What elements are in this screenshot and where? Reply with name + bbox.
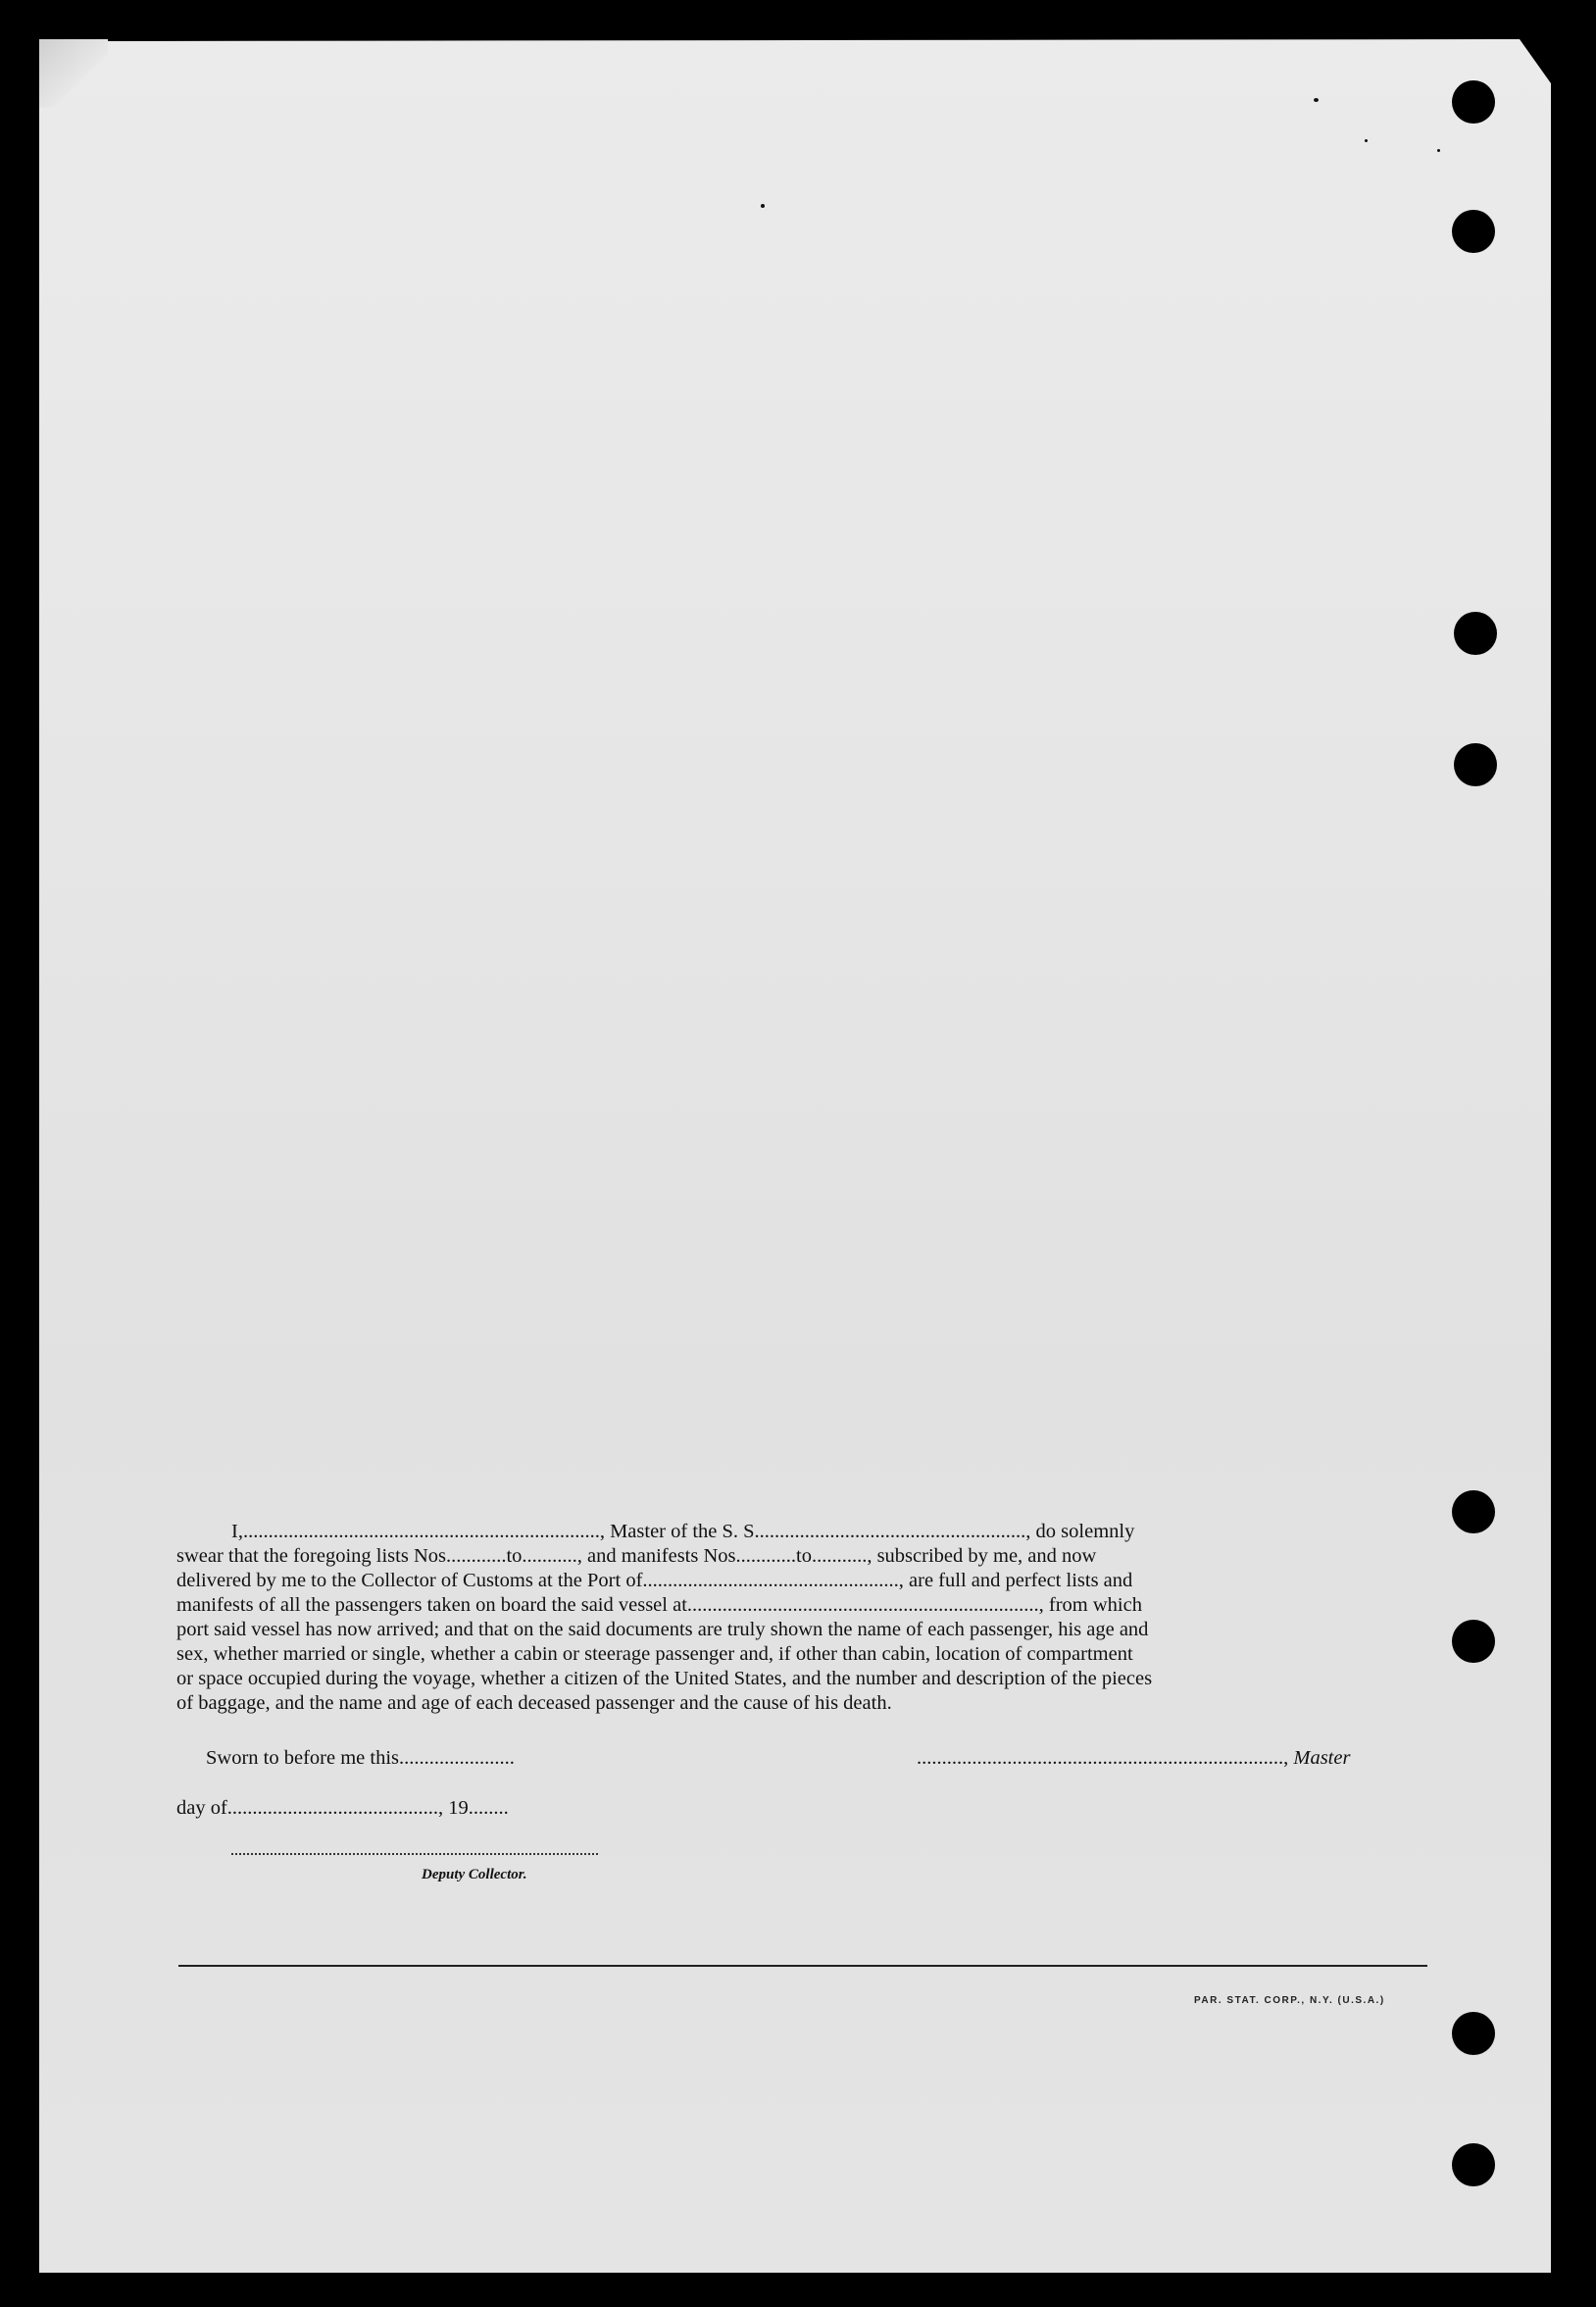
ink-speck <box>1437 149 1440 152</box>
master-oath-paragraph <box>176 1520 1429 1716</box>
oath-line: manifests of all the passengers taken on board the said vessel at......................................................................, from which <box>176 1594 1142 1616</box>
oath-line: sex, whether married or single, whether a cabin or steerage passenger and, if other than cabin, location of compartment <box>176 1643 1133 1665</box>
paper-sheet <box>39 39 1551 2273</box>
oath-line: port said vessel has now arrived; and that on the said documents are truly shown the name of each passenger, his age and <box>176 1619 1149 1640</box>
ink-speck <box>1314 98 1319 102</box>
punch-hole <box>1454 743 1497 786</box>
folded-corner <box>39 39 108 108</box>
deputy-signature-line <box>231 1853 598 1855</box>
punch-hole <box>1452 80 1495 124</box>
master-label: Master <box>1293 1747 1351 1769</box>
oath-line-1-text: I,......................................................................., Master of the S. S......................................................, do solemnly <box>231 1521 1135 1542</box>
bottom-rule <box>178 1965 1427 1967</box>
printer-mark: PAR. STAT. CORP., N.Y. (U.S.A.) <box>1194 1995 1385 2006</box>
oath-line: delivered by me to the Collector of Customs at the Port of..................................................., are full and perfect lists and <box>176 1570 1133 1591</box>
day-text: day of.........................................., 19........ <box>176 1797 509 1819</box>
sworn-line <box>206 1747 515 1770</box>
day-line <box>176 1797 509 1820</box>
master-signature-dots: ........................................................................., <box>917 1747 1289 1769</box>
oath-line <box>176 1520 1429 1544</box>
master-signature-line <box>917 1747 1350 1770</box>
punch-hole <box>1452 1620 1495 1663</box>
punch-hole <box>1452 2012 1495 2055</box>
ink-speck <box>761 204 765 208</box>
punch-hole <box>1454 612 1497 655</box>
punch-hole <box>1452 1490 1495 1533</box>
sworn-text: Sworn to before me this....................... <box>206 1747 515 1769</box>
punch-hole <box>1452 210 1495 253</box>
oath-line: or space occupied during the voyage, whether a citizen of the United States, and the number and description of the pieces <box>176 1668 1153 1689</box>
oath-line: of baggage, and the name and age of each deceased passenger and the cause of his death. <box>176 1692 892 1714</box>
oath-line: swear that the foregoing lists Nos............to..........., and manifests Nos............to..........., subscribed by me, and now <box>176 1545 1097 1567</box>
punch-hole <box>1452 2143 1495 2186</box>
deputy-collector-label: Deputy Collector. <box>422 1867 527 1882</box>
ink-speck <box>1365 139 1368 142</box>
